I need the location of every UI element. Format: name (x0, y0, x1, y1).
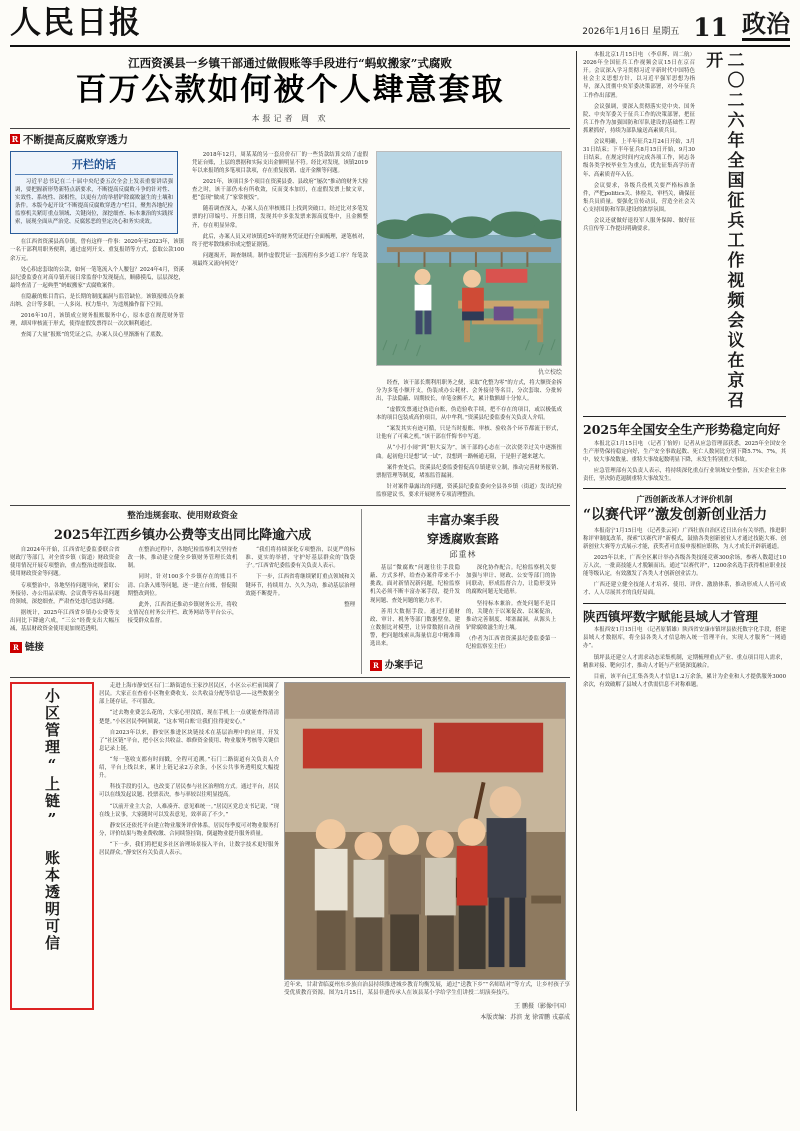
lead-kicker: 江西资溪县一乡镇干部通过做假账等手段进行“蚂蚁搬家”式腐败 (128, 56, 452, 70)
right-lead-text (583, 51, 695, 411)
mid-left-col2: 在整治过程中，各地纪检监察机关坚持查改一体，推动建立健全乡镇财务管理长效机制。 同时，针对100多个乡镇存在的账目不清、白条入账等问题，逐一建立台账，督促限期整改到位。 此外，江西省还推动乡镇财务公开，将收支情况在村务公开栏、政务网站等平台公示，接受群众监督。 (127, 547, 238, 624)
right-divider-3 (583, 603, 786, 604)
feature-story (10, 682, 570, 1010)
lead-col1: 在江西省资溪县高阜镇，曾有这样一件事：2020年至2023年，该镇一名干部利用职务便利，通过虚列开支、重复报销等方式，套取公款100余万元。 处心积虑套取的公款，如何一笔笔流入个人腰包？2024年4月，资溪县纪委监委在对高阜镇开展日常监督中发现疑点，顺藤摸瓜，层层深挖，最终查清了一起典型“蚂蚁搬家”式腐败案件。 在隐蔽的账目背后，是长期的制度漏洞与监管缺位。该镇报账员身兼出纳、会计等多职，一人多岗、权力集中，为违规操作留下空间。 2016年10月，该镇成立财务报账服务中心，原本意在规范财务管理，却因审核流于形式，使得虚假发票得以一次次顺利通过。 查阅了大量“报账”的凭证之后，办案人员心里渐渐有了底数。 (10, 239, 184, 339)
publication-date: 2026年1月16日 星期五 (582, 27, 680, 37)
commentary-col2: 深化协作配合。纪检监察机关要加强与审计、财政、公安等部门的协同联动，形成监督合力，让隐形变异的腐败问题无处遁形。 坚持标本兼治。查处问题不是目的，关键在于以案促改、以案促治，推动完善制度、堵塞漏洞，从源头上铲除腐败滋生的土壤。 （作者为江西省资溪县纪委监委第一纪检监察室主任） (466, 565, 556, 651)
photo-credit: 王 鹏摄（影像中国） (514, 1002, 570, 1010)
mid-left-title: 2025年江西乡镇办公费等支出同比降逾六成 (53, 528, 312, 544)
editors-note-text: 习近平总书记在二十届中央纪委五次全会上发表重要讲话强调，要把握新形势新特点新要求，不断提高反腐败斗争的针对性、实效性、系统性、深相性，以更有力的举措铲除腐败滋生的土壤和条件。本版今起开设“不断提高反腐败穿透力”栏目，聚焦各地纪检监察机关紧盯重点领域、关键岗位，深挖细查、标本兼治的实践探索，展现全面从严治党、反腐惩恶的坚定决心和务实成效。 (15, 178, 173, 226)
right-section-3-title: 陕西镇坪数字赋能县域人才管理 (583, 608, 759, 624)
red-marker-icon: R (11, 133, 19, 144)
right-column (576, 51, 786, 1111)
page-number: 11 (693, 13, 728, 42)
lead-headline: 百万公款如何被个人肆意套取 (75, 72, 505, 108)
right-section-3 (583, 609, 786, 689)
editors-note-title: 开栏的话 (15, 156, 173, 175)
red-marker-icon-2: R (10, 642, 22, 653)
right-section-2-title: “以赛代评”激发创新创业活力 (583, 507, 768, 524)
feature-title-box (10, 682, 94, 1010)
column-label (10, 132, 570, 147)
divider (10, 128, 570, 129)
mid-left-kicker: 整治违规套取、使用财政资金 (127, 511, 238, 522)
mid-commentary (370, 509, 556, 674)
red-marker-icon-3: R (370, 660, 382, 671)
lead-top-area (10, 151, 570, 502)
lead-left-stack (10, 151, 184, 502)
commentary-col1: 基层“微腐败”问题往往手段隐蔽、方式多样，给查办案件带来不小挑战。面对新情况新问题，纪检监察机关必须不断丰富办案手段，提升发现问题、查处问题的能力水平。 善用大数据手段。通过打通财政、审计、税务等部门数据壁垒，建立数据比对模型，让异常数据自动预警，把问题线索从海量信息中精准筛选出来。 (370, 565, 460, 648)
right-top (583, 51, 786, 411)
column-label-text: 不断提高反腐败穿透力 (23, 133, 128, 146)
masthead-right (582, 9, 790, 42)
note-badge-label: 办案手记 (384, 660, 423, 672)
illustration-caption: 仇立校绘 (537, 368, 562, 376)
lead-col3: 经查，该干部长期利用职务之便，采取“化整为零”的方式，将大额资金拆分为多笔小额开支，伪装成办公耗材、会务接待等名目，分次套取、分批转出，手法隐蔽、周期较长，单笔金额不大，累计数额却十分惊人。 “虚假发票通过伪造台账，伪造验收手续，把不存在的项目，或以极低成本的项目包装成高价项目，从中牟利。”资溪县纪委监委有关负责人介绍。 “案发其实有迹可循，只是当时报账、审核、验收各个环节都流于形式，让他有了可乘之机。”该干部在忏悔书中写道。 从“小打小闹”到“胆大妄为”，该干部的心态在一次次侥幸过关中逐渐扭曲。起初他只是想“试一试”，没想到一路畅通无阻，于是胆子越来越大。 案件查处后，资溪县纪委监委督促高阜镇建章立制，推动完善财务报销、票据管理等制度，堵塞监管漏洞。 针对案件暴露出的问题，资溪县纪委监委向全县各乡镇（街道）发出纪检监察建议书，要求开展财务专项清理整治。 (376, 379, 562, 498)
right-section-2-kicker: 广西创新改革人才评价机制 (636, 495, 733, 505)
link-badge-line (10, 639, 355, 653)
masthead (10, 5, 790, 47)
right-vertical-headline-wrap (699, 51, 746, 411)
commentary-title-b: 穿透腐败套路 (426, 532, 499, 547)
mid-left-story (10, 509, 362, 674)
right-section-1 (583, 422, 786, 483)
commentary-title-a: 丰富办案手段 (426, 513, 499, 528)
feature-photo-col (284, 682, 570, 1010)
commentary-byline: 邱重林 (449, 550, 477, 560)
main-column (10, 51, 570, 1111)
lead-col2-wrap (192, 151, 368, 502)
photo-caption: 近年来，甘肃省临夏州东乡族自治县持续推进城乡教育均衡发展，通过“送教下乡”“名师结对”等方式，让乡村孩子享受优质教育资源。图为1月15日，某县非遗传承人在该县某小学给学生们讲授二胡演奏技巧。 (284, 982, 570, 996)
right-lead-paras: 本报北京1月15日电 （李卓辉、周二航）2026年全国征兵工作视频会议15日在京召开。会议深入学习贯彻习近平新时代中国特色社会主义思想方针，以习近平强军思想为指导，深入贯彻中央军委决策部署，对今年征兵工作作出部署。 会议强调，要深入贯彻落实党中央、国务院、中央军委关于征兵工作的决策部署，把征兵工作作为加强国防和军队建设的基础性工程抓紧抓好，持续为部队输送高素质兵员。 会议明确，上半年征兵2月24日开始，3月31日结束；下半年征兵8月15日开始，9月30日结束。在规定时间内完成各项工作，同志各级各类学校毕业生为重点，优先征集高学历青年、高素质青年入伍。 会议要求，各级兵役机关要严格标准条件，严把politics关、体检关、审档关，确保征集兵员质量。要强化宣传动员，营造全社会关心支持国防和军队建设的浓厚氛围。 会议还就做好退役军人服务保障、做好征兵宣传等工作提出明确要求。 (583, 52, 695, 233)
page-body (10, 51, 790, 1111)
mid-left-col1: 自2024年开始，江西省纪委监委联合省财政厅等部门，对全省乡镇（街道）财政资金使用情况开展专项整治，重点整治违规套取、使用财政资金等问题。 专项整治中，各地坚持问题导向，紧盯公务接待、办公用品采购、会议费等容易出问题的领域，深挖细查，严肃查处违纪违法问题。 据统计，2025年江西省乡镇办公费等支出同比下降逾六成，“三公”经费支出大幅压减，基层财政资金使用更加规范透明。 (10, 547, 120, 633)
divider-2 (10, 505, 570, 506)
right-divider-1 (583, 416, 786, 417)
right-section-1-title: 2025年全国安全生产形势稳定向好 (583, 422, 781, 437)
link-badge-label: 链接 (24, 642, 44, 654)
newspaper-logo: 人民日报 (10, 5, 142, 41)
lead-illustration-wrap (376, 151, 562, 502)
note-badge-line (370, 657, 556, 671)
mid-area (10, 509, 570, 674)
right-section-2-body: 本报南宁1月15日电 （记者张云河）广西壮族自治区近日出台有关举措，推进职称评审制度改革，探索“以赛代评”新模式，鼓励各类创新创业人才通过技能大赛、创新创业大赛等方式展示才能，获奖者可直接申报相应职称，为人才成长开辟新通道。 2025年以来，广西全区累计举办各级各类技能竞赛300余场，参赛人数超过10万人次，一批高技能人才脱颖而出。通过“以赛代评”，1200余名选手获得相应职业技能等级认定，有效激发了各类人才创新创业活力。 广西还建立健全技能人才培养、使用、评价、激励体系，推动形成人人皆可成才、人人尽展其才的良好局面。 (583, 527, 786, 597)
mid-left-col3: “我们将持续深化专项整治，以更严的标准、更实的举措，守护好基层群众的‘钱袋子’。”江西省纪委监委有关负责人表示。 下一步，江西省将继续紧盯重点领域和关键环节，持续用力、久久为功，推动基层治理效能不断提升。 整理 (245, 547, 356, 608)
illustration-artwork (377, 152, 561, 365)
editors-note-box (10, 151, 178, 235)
photo-artwork (285, 683, 565, 979)
feature-col1: 走进上海市静安区石门二路街道东王家沙居民区，小区公示栏前围满了居民。大家正在查看小区物业费收支、公共收益分配等信息——这些数据全部上链存证，不可篡改。 “过去物业费怎么花的，大家心里没底，现在手机上一点就能查得清清楚楚。”小区居民李阿姨说，“这本‘明白账’让我们住得更安心。” 自2023年以来，静安区推进区块链技术在基层治理中的应用，开发了“社区链”平台，把小区公共收益、维修资金使用、物业服务考核等关键信息记录上链。 “每一笔收支都有时间戳，全程可追溯。”石门二路街道有关负责人介绍，平台上线以来，累计上链记录2万余条，小区公共事务透明度大幅提升。 科技手段的引入，也改变了居民参与社区治理的方式。通过平台，居民可以在线发起议题、投票表决，参与率较以往明显提高。 “以前开业主大会，人难凑齐、意见难统一。”居民区党总支书记说，“现在线上议事，大家随时可以发表意见，效率高了不少。” 静安区还依托平台建立物业服务评价体系，居民每季度可对物业服务打分，评价结果与物业费收缴、合同续签挂钩，倒逼物业提升服务质量。 “下一步，我们将把更多社区治理场景接入平台，让数字技术更好服务居民群众。”静安区有关负责人表示。 (99, 683, 279, 857)
lead-byline: 本报记者 周 欢 (251, 113, 329, 123)
lead-col2: 2018年12月，周某某的另一套房价石厂的一些货款结算交给了虚假凭证台账，上层的票据和实际支出金额明显不符。经比对发现，该镇2019年以来报销的多笔项目款项，存在重复报销、虚开金额等问题。 2021年，该项目多个项目在资溪县委、县政府“屡次”推动的财务大检查之时，该干部仍未有所收敛，反而变本加厉，在虚假发票上做文章，把“套现”做成了“家常便饭”。 随着调查深入，办案人员在审核账目上找到突破口。经过比对多笔发票的打印编号、开票日期，发现其中多张发票来源高度集中，且金额整齐，存在明显异常。 此后，办案人员又对该镇近5年的财务凭证进行全面梳理，逐笔核对，终于把零散线索串成完整证据链。 问题揭开，调查继续。制作虚假凭证一套流程有多少道工序？每笔款项最终又流向何处？ (192, 151, 368, 267)
right-section-3-body: 本报西安1月15日电 （记者原韬雄）陕西省安康市镇坪县依托数字化手段，搭建县域人才数据库，将全县各类人才信息纳入统一管理平台，实现人才服务“一网通办”。 镇坪县还建立人才需求动态采集机制，定期梳理重点产业、重点项目用人需求，精准对接、靶向引才，推动人才链与产业链深度融合。 目前，该平台已汇集各类人才信息1.2万余条，累计为企业和人才提供服务3000余次，有效破解了县域人才供需信息不对称难题。 (583, 627, 786, 688)
illustration (376, 151, 562, 366)
commentary-columns (370, 564, 556, 654)
feature-title: 小区管理“上链” 账本透明可信 (43, 688, 61, 953)
mid-left-columns (10, 546, 355, 636)
section-name: 政治 (742, 12, 790, 41)
feature-text-col (99, 682, 279, 1010)
page-editors: 本版责编：苏滨 龙 徐雷鹏 戎嘉成 (480, 1013, 570, 1021)
feature-photo (284, 682, 566, 980)
right-vertical-headline: 二〇二六年全国征兵工作视频会议在京召开 (702, 51, 744, 411)
right-section-1-body: 本报北京1月15日电 （记者丁怡婷）记者从应急管理部获悉，2025年全国安全生产形势保持稳定向好，生产安全事故起数、死亡人数同比分别下降5.7%、7%，其中，较大事故数量、重特大事故起数明显下降，未发生特别重大事故。 应急管理部有关负责人表示，将持续深化重点行业领域安全整治，压实企业主体责任，坚决防范遏制重特大事故发生。 (583, 440, 786, 483)
right-section-2 (583, 494, 786, 597)
right-divider-2 (583, 488, 786, 489)
divider-3 (10, 677, 570, 678)
